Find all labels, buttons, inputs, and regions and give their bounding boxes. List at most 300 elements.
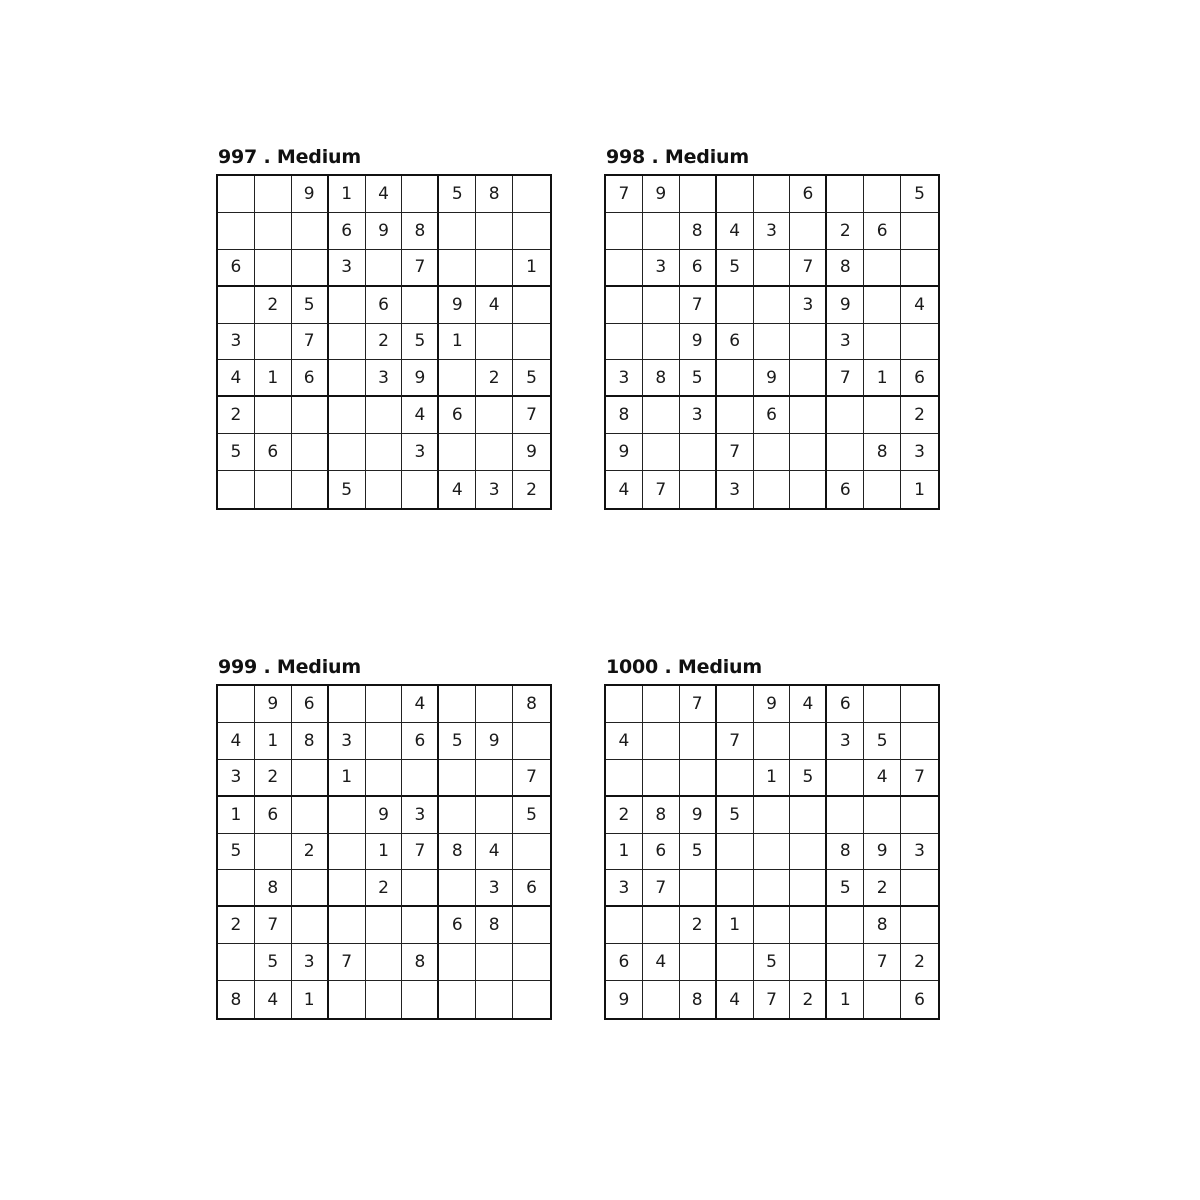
sudoku-cell-r6c3[interactable]: 6 (292, 360, 329, 397)
sudoku-cell-r2c8[interactable]: 9 (476, 723, 513, 760)
sudoku-cell-r2c2[interactable]: 1 (255, 723, 292, 760)
sudoku-cell-r1c1[interactable] (218, 686, 255, 723)
sudoku-cell-r4c3[interactable]: 7 (680, 287, 717, 324)
sudoku-cell-r9c6[interactable]: 2 (790, 981, 827, 1018)
sudoku-cell-r7c9[interactable] (901, 907, 938, 944)
sudoku-cell-r5c9[interactable]: 3 (901, 834, 938, 871)
sudoku-cell-r8c5[interactable] (366, 434, 403, 471)
sudoku-cell-r5c6[interactable]: 5 (402, 324, 439, 361)
sudoku-cell-r2c5[interactable] (366, 723, 403, 760)
sudoku-cell-r5c3[interactable]: 7 (292, 324, 329, 361)
sudoku-cell-r9c9[interactable] (513, 981, 550, 1018)
sudoku-cell-r8c8[interactable]: 8 (864, 434, 901, 471)
sudoku-cell-r2c5[interactable] (754, 723, 791, 760)
sudoku-cell-r9c8[interactable]: 3 (476, 471, 513, 508)
sudoku-cell-r5c9[interactable] (513, 834, 550, 871)
sudoku-cell-r2c6[interactable] (790, 723, 827, 760)
sudoku-cell-r1c1[interactable] (218, 176, 255, 213)
sudoku-cell-r3c7[interactable] (439, 760, 476, 797)
sudoku-cell-r5c5[interactable]: 2 (366, 324, 403, 361)
sudoku-cell-r1c6[interactable]: 4 (790, 686, 827, 723)
sudoku-cell-r7c5[interactable] (366, 397, 403, 434)
sudoku-cell-r7c7[interactable] (827, 397, 864, 434)
sudoku-cell-r7c8[interactable] (864, 397, 901, 434)
sudoku-cell-r3c4[interactable]: 3 (329, 250, 366, 287)
sudoku-cell-r8c5[interactable] (366, 944, 403, 981)
sudoku-cell-r6c8[interactable]: 3 (476, 870, 513, 907)
sudoku-cell-r7c1[interactable]: 8 (606, 397, 643, 434)
sudoku-cell-r4c5[interactable] (754, 797, 791, 834)
sudoku-cell-r9c2[interactable] (643, 981, 680, 1018)
sudoku-cell-r1c6[interactable]: 4 (402, 686, 439, 723)
sudoku-cell-r7c5[interactable] (754, 907, 791, 944)
sudoku-cell-r7c8[interactable]: 8 (476, 907, 513, 944)
sudoku-cell-r4c2[interactable]: 8 (643, 797, 680, 834)
sudoku-cell-r8c1[interactable]: 6 (606, 944, 643, 981)
sudoku-cell-r2c8[interactable] (476, 213, 513, 250)
sudoku-cell-r5c2[interactable] (255, 834, 292, 871)
sudoku-cell-r1c2[interactable]: 9 (255, 686, 292, 723)
sudoku-cell-r4c9[interactable] (901, 797, 938, 834)
sudoku-cell-r7c1[interactable]: 2 (218, 907, 255, 944)
sudoku-cell-r7c6[interactable] (790, 907, 827, 944)
sudoku-cell-r3c4[interactable] (717, 760, 754, 797)
sudoku-cell-r9c6[interactable] (790, 471, 827, 508)
sudoku-cell-r8c1[interactable]: 9 (606, 434, 643, 471)
sudoku-cell-r2c1[interactable] (606, 213, 643, 250)
sudoku-cell-r4c5[interactable]: 6 (366, 287, 403, 324)
sudoku-cell-r1c4[interactable] (717, 686, 754, 723)
sudoku-cell-r6c2[interactable]: 8 (643, 360, 680, 397)
sudoku-cell-r9c1[interactable]: 8 (218, 981, 255, 1018)
sudoku-cell-r1c6[interactable] (402, 176, 439, 213)
sudoku-cell-r6c6[interactable] (790, 870, 827, 907)
sudoku-cell-r2c7[interactable]: 2 (827, 213, 864, 250)
sudoku-cell-r6c7[interactable] (439, 360, 476, 397)
sudoku-cell-r1c8[interactable] (864, 686, 901, 723)
sudoku-cell-r5c6[interactable] (790, 324, 827, 361)
sudoku-cell-r7c2[interactable] (643, 907, 680, 944)
sudoku-cell-r3c8[interactable] (476, 250, 513, 287)
sudoku-cell-r4c1[interactable] (218, 287, 255, 324)
sudoku-cell-r7c3[interactable] (292, 907, 329, 944)
sudoku-cell-r8c4[interactable]: 7 (717, 434, 754, 471)
sudoku-cell-r8c2[interactable]: 5 (255, 944, 292, 981)
sudoku-cell-r7c3[interactable]: 3 (680, 397, 717, 434)
sudoku-cell-r8c9[interactable] (513, 944, 550, 981)
sudoku-cell-r3c8[interactable] (864, 250, 901, 287)
sudoku-cell-r9c4[interactable] (329, 981, 366, 1018)
sudoku-cell-r3c4[interactable]: 1 (329, 760, 366, 797)
sudoku-cell-r1c7[interactable] (439, 686, 476, 723)
sudoku-cell-r3c2[interactable]: 3 (643, 250, 680, 287)
sudoku-cell-r8c6[interactable] (790, 944, 827, 981)
sudoku-cell-r8c1[interactable] (218, 944, 255, 981)
sudoku-cell-r5c4[interactable]: 6 (717, 324, 754, 361)
sudoku-cell-r9c3[interactable]: 8 (680, 981, 717, 1018)
sudoku-cell-r5c7[interactable]: 8 (827, 834, 864, 871)
sudoku-cell-r5c6[interactable]: 7 (402, 834, 439, 871)
sudoku-cell-r8c9[interactable]: 3 (901, 434, 938, 471)
sudoku-cell-r6c8[interactable]: 2 (864, 870, 901, 907)
sudoku-cell-r5c4[interactable] (329, 324, 366, 361)
sudoku-cell-r8c2[interactable]: 6 (255, 434, 292, 471)
sudoku-cell-r2c1[interactable] (218, 213, 255, 250)
sudoku-cell-r8c6[interactable]: 3 (402, 434, 439, 471)
sudoku-cell-r1c2[interactable] (643, 686, 680, 723)
sudoku-cell-r5c5[interactable]: 1 (366, 834, 403, 871)
sudoku-cell-r4c4[interactable]: 5 (717, 797, 754, 834)
sudoku-cell-r8c7[interactable] (439, 434, 476, 471)
sudoku-cell-r5c8[interactable]: 4 (476, 834, 513, 871)
sudoku-cell-r5c7[interactable]: 3 (827, 324, 864, 361)
sudoku-cell-r8c6[interactable] (790, 434, 827, 471)
sudoku-cell-r9c8[interactable] (864, 981, 901, 1018)
sudoku-cell-r7c2[interactable] (643, 397, 680, 434)
sudoku-cell-r3c1[interactable]: 3 (218, 760, 255, 797)
sudoku-cell-r2c2[interactable] (643, 213, 680, 250)
sudoku-cell-r8c8[interactable] (476, 434, 513, 471)
sudoku-cell-r4c3[interactable] (292, 797, 329, 834)
sudoku-cell-r3c7[interactable] (827, 760, 864, 797)
sudoku-cell-r4c2[interactable]: 6 (255, 797, 292, 834)
sudoku-cell-r5c8[interactable]: 9 (864, 834, 901, 871)
sudoku-cell-r1c2[interactable]: 9 (643, 176, 680, 213)
sudoku-cell-r3c5[interactable] (366, 250, 403, 287)
sudoku-cell-r8c5[interactable] (754, 434, 791, 471)
sudoku-cell-r6c6[interactable] (790, 360, 827, 397)
sudoku-cell-r5c4[interactable] (329, 834, 366, 871)
sudoku-cell-r2c4[interactable]: 4 (717, 213, 754, 250)
sudoku-cell-r2c5[interactable]: 3 (754, 213, 791, 250)
sudoku-cell-r6c5[interactable]: 2 (366, 870, 403, 907)
sudoku-cell-r1c5[interactable] (754, 176, 791, 213)
sudoku-cell-r5c5[interactable] (754, 324, 791, 361)
sudoku-cell-r6c5[interactable]: 3 (366, 360, 403, 397)
sudoku-cell-r5c1[interactable]: 1 (606, 834, 643, 871)
sudoku-cell-r1c4[interactable] (329, 686, 366, 723)
sudoku-cell-r4c2[interactable]: 2 (255, 287, 292, 324)
sudoku-cell-r7c9[interactable]: 7 (513, 397, 550, 434)
sudoku-cell-r2c8[interactable]: 6 (864, 213, 901, 250)
sudoku-cell-r7c7[interactable] (827, 907, 864, 944)
sudoku-cell-r4c9[interactable] (513, 287, 550, 324)
sudoku-cell-r2c4[interactable]: 7 (717, 723, 754, 760)
sudoku-cell-r3c3[interactable] (292, 760, 329, 797)
sudoku-cell-r8c9[interactable]: 2 (901, 944, 938, 981)
sudoku-cell-r9c2[interactable] (255, 471, 292, 508)
sudoku-cell-r3c6[interactable] (402, 760, 439, 797)
sudoku-cell-r8c6[interactable]: 8 (402, 944, 439, 981)
sudoku-cell-r8c7[interactable] (827, 944, 864, 981)
sudoku-cell-r3c9[interactable]: 7 (513, 760, 550, 797)
sudoku-cell-r3c1[interactable]: 6 (218, 250, 255, 287)
sudoku-cell-r5c8[interactable] (864, 324, 901, 361)
sudoku-cell-r2c2[interactable] (643, 723, 680, 760)
sudoku-cell-r6c2[interactable]: 8 (255, 870, 292, 907)
sudoku-cell-r4c5[interactable]: 9 (366, 797, 403, 834)
sudoku-cell-r3c3[interactable]: 6 (680, 250, 717, 287)
sudoku-cell-r9c9[interactable]: 2 (526, 479, 537, 500)
sudoku-cell-r9c3[interactable] (680, 471, 717, 508)
sudoku-cell-r8c4[interactable] (329, 434, 366, 471)
sudoku-cell-r9c5[interactable]: 7 (754, 981, 791, 1018)
sudoku-cell-r8c4[interactable] (717, 944, 754, 981)
sudoku-cell-r4c1[interactable]: 2 (606, 797, 643, 834)
sudoku-cell-r2c4[interactable]: 3 (329, 723, 366, 760)
sudoku-cell-r5c1[interactable]: 3 (218, 324, 255, 361)
sudoku-cell-r1c8[interactable] (864, 176, 901, 213)
sudoku-cell-r1c8[interactable]: 8 (476, 176, 513, 213)
sudoku-cell-r9c5[interactable] (366, 471, 403, 508)
sudoku-cell-r4c6[interactable]: 3 (790, 287, 827, 324)
sudoku-cell-r2c9[interactable] (901, 213, 938, 250)
sudoku-cell-r3c2[interactable] (255, 250, 292, 287)
sudoku-cell-r2c3[interactable] (292, 213, 329, 250)
sudoku-cell-r4c2[interactable] (643, 287, 680, 324)
sudoku-cell-r9c7[interactable]: 6 (827, 471, 864, 508)
sudoku-cell-r6c8[interactable]: 1 (864, 360, 901, 397)
sudoku-cell-r6c1[interactable] (218, 870, 255, 907)
sudoku-cell-r6c6[interactable]: 9 (402, 360, 439, 397)
sudoku-cell-r3c2[interactable]: 2 (255, 760, 292, 797)
sudoku-cell-r1c9[interactable] (901, 686, 938, 723)
sudoku-cell-r4c7[interactable]: 9 (439, 287, 476, 324)
sudoku-cell-r9c2[interactable]: 4 (255, 981, 292, 1018)
sudoku-cell-r6c7[interactable]: 5 (827, 870, 864, 907)
sudoku-cell-r1c9[interactable]: 5 (901, 176, 938, 213)
sudoku-cell-r2c1[interactable]: 4 (218, 723, 255, 760)
sudoku-cell-r9c5[interactable] (366, 981, 403, 1018)
sudoku-cell-r6c3[interactable] (292, 870, 329, 907)
sudoku-cell-r9c6[interactable] (402, 981, 439, 1018)
sudoku-cell-r4c3[interactable]: 9 (680, 797, 717, 834)
sudoku-cell-r5c9[interactable] (901, 324, 938, 361)
sudoku-cell-r5c1[interactable] (606, 324, 643, 361)
sudoku-cell-r4c6[interactable] (790, 797, 827, 834)
sudoku-cell-r8c3[interactable] (292, 434, 329, 471)
sudoku-cell-r5c7[interactable]: 8 (439, 834, 476, 871)
sudoku-cell-r3c3[interactable] (680, 760, 717, 797)
sudoku-cell-r6c1[interactable]: 3 (606, 870, 643, 907)
sudoku-cell-r7c7[interactable]: 6 (439, 397, 476, 434)
sudoku-cell-r9c1[interactable]: 4 (606, 471, 643, 508)
sudoku-cell-r1c7[interactable]: 5 (439, 176, 476, 213)
sudoku-cell-r3c9[interactable]: 1 (513, 250, 550, 287)
sudoku-cell-r1c3[interactable]: 9 (292, 176, 329, 213)
sudoku-cell-r6c9[interactable]: 6 (513, 870, 550, 907)
sudoku-cell-r6c6[interactable] (402, 870, 439, 907)
sudoku-cell-r3c6[interactable]: 7 (790, 250, 827, 287)
sudoku-cell-r6c9[interactable]: 6 (901, 360, 938, 397)
sudoku-cell-r2c7[interactable] (439, 213, 476, 250)
sudoku-cell-r8c7[interactable] (827, 434, 864, 471)
sudoku-cell-r1c1[interactable] (606, 686, 643, 723)
sudoku-cell-r3c8[interactable]: 4 (864, 760, 901, 797)
sudoku-cell-r2c7[interactable]: 3 (827, 723, 864, 760)
sudoku-cell-r8c4[interactable]: 7 (329, 944, 366, 981)
sudoku-cell-r2c6[interactable]: 6 (402, 723, 439, 760)
sudoku-cell-r4c4[interactable] (329, 797, 366, 834)
sudoku-cell-r2c4[interactable]: 6 (329, 213, 366, 250)
sudoku-cell-r9c3[interactable]: 1 (292, 981, 329, 1018)
sudoku-cell-r2c3[interactable]: 8 (292, 723, 329, 760)
sudoku-cell-r8c3[interactable] (680, 944, 717, 981)
sudoku-cell-r9c6[interactable] (402, 471, 439, 508)
sudoku-cell-r7c7[interactable]: 6 (439, 907, 476, 944)
sudoku-cell-r7c4[interactable] (329, 397, 366, 434)
sudoku-cell-r1c1[interactable]: 7 (606, 176, 643, 213)
sudoku-cell-r6c5[interactable]: 9 (754, 360, 791, 397)
sudoku-cell-r4c7[interactable]: 9 (827, 287, 864, 324)
sudoku-cell-r3c9[interactable] (901, 250, 938, 287)
sudoku-cell-r1c4[interactable]: 1 (329, 176, 366, 213)
sudoku-cell-r5c2[interactable]: 6 (643, 834, 680, 871)
sudoku-cell-r9c4[interactable]: 4 (717, 981, 754, 1018)
sudoku-cell-r8c8[interactable]: 7 (864, 944, 901, 981)
sudoku-cell-r1c7[interactable]: 6 (827, 686, 864, 723)
sudoku-cell-r7c3[interactable] (292, 397, 329, 434)
sudoku-cell-r2c2[interactable] (255, 213, 292, 250)
sudoku-cell-r7c6[interactable] (790, 397, 827, 434)
sudoku-cell-r1c3[interactable] (680, 176, 717, 213)
sudoku-cell-r4c7[interactable] (439, 797, 476, 834)
sudoku-cell-r7c4[interactable]: 1 (717, 907, 754, 944)
sudoku-cell-r1c3[interactable]: 6 (292, 686, 329, 723)
sudoku-cell-r8c3[interactable]: 3 (292, 944, 329, 981)
sudoku-cell-r6c7[interactable] (439, 870, 476, 907)
sudoku-cell-r4c8[interactable] (864, 797, 901, 834)
sudoku-cell-r6c4[interactable] (329, 870, 366, 907)
sudoku-cell-r3c9[interactable]: 7 (901, 760, 938, 797)
sudoku-cell-r4c7[interactable] (827, 797, 864, 834)
sudoku-cell-r6c2[interactable]: 7 (643, 870, 680, 907)
sudoku-cell-r7c6[interactable] (402, 907, 439, 944)
sudoku-cell-r6c4[interactable] (717, 870, 754, 907)
sudoku-cell-r6c4[interactable] (329, 360, 366, 397)
sudoku-cell-r7c8[interactable]: 8 (864, 907, 901, 944)
sudoku-cell-r8c5[interactable]: 5 (754, 944, 791, 981)
sudoku-cell-r6c7[interactable]: 7 (827, 360, 864, 397)
sudoku-cell-r9c1[interactable]: 9 (606, 981, 643, 1018)
sudoku-cell-r4c4[interactable] (329, 287, 366, 324)
sudoku-cell-r6c2[interactable]: 1 (255, 360, 292, 397)
sudoku-cell-r3c3[interactable] (292, 250, 329, 287)
sudoku-cell-r9c3[interactable] (292, 471, 329, 508)
sudoku-cell-r5c2[interactable] (643, 324, 680, 361)
sudoku-cell-r2c6[interactable]: 8 (402, 213, 439, 250)
sudoku-cell-r2c9[interactable] (513, 723, 550, 760)
sudoku-cell-r3c5[interactable] (754, 250, 791, 287)
sudoku-cell-r7c1[interactable]: 2 (218, 397, 255, 434)
sudoku-cell-r1c5[interactable] (366, 686, 403, 723)
sudoku-cell-r1c5[interactable]: 4 (366, 176, 403, 213)
sudoku-cell-r3c2[interactable] (643, 760, 680, 797)
sudoku-cell-r4c8[interactable]: 4 (476, 287, 513, 324)
sudoku-cell-r4c9[interactable]: 4 (901, 287, 938, 324)
sudoku-cell-r5c3[interactable]: 9 (680, 324, 717, 361)
sudoku-cell-r7c1[interactable] (606, 907, 643, 944)
sudoku-cell-r3c7[interactable] (439, 250, 476, 287)
sudoku-cell-r8c2[interactable]: 4 (643, 944, 680, 981)
sudoku-cell-r6c8[interactable]: 2 (476, 360, 513, 397)
sudoku-cell-r2c7[interactable]: 5 (439, 723, 476, 760)
sudoku-cell-r5c5[interactable] (754, 834, 791, 871)
sudoku-cell-r2c5[interactable]: 9 (366, 213, 403, 250)
sudoku-cell-r2c6[interactable] (790, 213, 827, 250)
sudoku-cell-r6c4[interactable] (717, 360, 754, 397)
sudoku-cell-r1c6[interactable]: 6 (790, 176, 827, 213)
sudoku-cell-r3c5[interactable]: 1 (754, 760, 791, 797)
sudoku-cell-r9c8[interactable] (864, 471, 901, 508)
sudoku-cell-r9c4[interactable]: 3 (717, 471, 754, 508)
sudoku-cell-r9c7[interactable]: 4 (439, 471, 476, 508)
sudoku-cell-r8c1[interactable]: 5 (218, 434, 255, 471)
sudoku-cell-r1c7[interactable] (827, 176, 864, 213)
sudoku-cell-r1c9[interactable] (513, 176, 550, 213)
sudoku-cell-r3c8[interactable] (476, 760, 513, 797)
sudoku-cell-r1c2[interactable] (255, 176, 292, 213)
sudoku-cell-r5c3[interactable]: 5 (680, 834, 717, 871)
sudoku-cell-r6c1[interactable]: 4 (218, 360, 255, 397)
sudoku-cell-r8c3[interactable] (680, 434, 717, 471)
sudoku-cell-r8c2[interactable] (643, 434, 680, 471)
sudoku-cell-r1c4[interactable] (717, 176, 754, 213)
sudoku-cell-r2c3[interactable] (680, 723, 717, 760)
sudoku-cell-r6c3[interactable] (680, 870, 717, 907)
sudoku-cell-r4c3[interactable]: 5 (292, 287, 329, 324)
sudoku-cell-r9c8[interactable] (476, 981, 513, 1018)
sudoku-cell-r6c5[interactable] (754, 870, 791, 907)
sudoku-cell-r4c8[interactable] (864, 287, 901, 324)
sudoku-cell-r3c1[interactable] (606, 250, 643, 287)
sudoku-cell-r4c6[interactable] (402, 287, 439, 324)
sudoku-cell-r5c1[interactable]: 5 (218, 834, 255, 871)
sudoku-cell-r3c4[interactable]: 5 (717, 250, 754, 287)
sudoku-cell-r1c9[interactable]: 8 (513, 686, 550, 723)
sudoku-cell-r4c4[interactable] (717, 287, 754, 324)
sudoku-cell-r2c3[interactable]: 8 (680, 213, 717, 250)
sudoku-cell-r9c5[interactable] (754, 471, 791, 508)
sudoku-cell-r8c7[interactable] (439, 944, 476, 981)
sudoku-cell-r1c5[interactable]: 9 (754, 686, 791, 723)
sudoku-cell-r9c1[interactable] (218, 471, 255, 508)
sudoku-cell-r5c9[interactable] (513, 324, 550, 361)
sudoku-cell-r7c9[interactable] (513, 907, 550, 944)
sudoku-cell-r2c9[interactable] (513, 213, 550, 250)
sudoku-cell-r4c9[interactable]: 5 (513, 797, 550, 834)
sudoku-cell-r4c6[interactable]: 3 (402, 797, 439, 834)
sudoku-cell-r3c6[interactable]: 5 (790, 760, 827, 797)
sudoku-cell-r3c7[interactable]: 8 (827, 250, 864, 287)
sudoku-cell-r7c9[interactable]: 2 (901, 397, 938, 434)
sudoku-cell-r1c8[interactable] (476, 686, 513, 723)
sudoku-cell-r9c7[interactable] (439, 981, 476, 1018)
sudoku-cell-r7c4[interactable] (717, 397, 754, 434)
sudoku-cell-r4c1[interactable]: 1 (218, 797, 255, 834)
sudoku-cell-r9c4[interactable]: 5 (329, 471, 366, 508)
sudoku-cell-r4c1[interactable] (606, 287, 643, 324)
sudoku-cell-r3c5[interactable] (366, 760, 403, 797)
sudoku-cell-r5c8[interactable] (476, 324, 513, 361)
sudoku-cell-r4c8[interactable] (476, 797, 513, 834)
sudoku-cell-r9c9[interactable]: 1 (914, 479, 925, 500)
sudoku-cell-r6c3[interactable]: 5 (680, 360, 717, 397)
sudoku-cell-r5c6[interactable] (790, 834, 827, 871)
sudoku-cell-r5c3[interactable]: 2 (292, 834, 329, 871)
sudoku-cell-r7c8[interactable] (476, 397, 513, 434)
sudoku-cell-r7c2[interactable]: 7 (255, 907, 292, 944)
